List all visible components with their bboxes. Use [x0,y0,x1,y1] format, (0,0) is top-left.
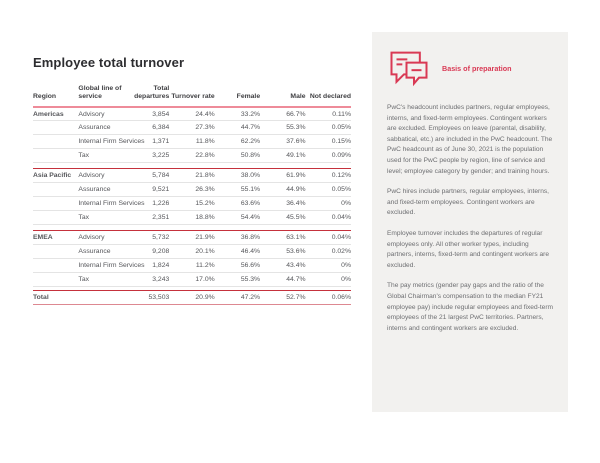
male-value: 43.4% [260,259,305,273]
table-row [33,211,351,225]
not-declared-value: 0.05% [306,121,351,135]
basis-paragraph: PwC hires include partners, regular employees, interns, and fixed-term employees. Contingent workers are excluded. [387,188,549,217]
table-row [33,273,351,287]
male-value: 37.6% [260,135,305,149]
region-label [33,245,78,259]
not-declared-value: 0.11% [306,107,351,121]
column-header-region: Region [33,85,78,107]
turnover-rate-value: 21.9% [169,231,214,245]
header-row [33,85,351,107]
female-value: 54.4% [215,211,260,225]
male-value: 49.1% [260,149,305,163]
service-label: Tax [78,149,123,163]
service-label [78,291,123,305]
table-row [33,121,351,135]
speech-bubbles-icon [389,50,429,87]
male-value: 36.4% [260,197,305,211]
page-title: Employee total turnover [33,55,185,70]
table-row [33,169,351,183]
region-label [33,183,78,197]
basis-paragraph: Employee turnover includes the departures of regular employees only. All other worker types, including partners, interns, fixed-term and contingent workers are excluded. [387,229,549,269]
not-declared-value: 0.09% [306,149,351,163]
total-female-value: 47.2% [215,291,260,305]
female-value: 33.2% [215,107,260,121]
employee-turnover-table [33,85,351,305]
turnover-rate-value: 17.0% [169,273,214,287]
female-value: 63.6% [215,197,260,211]
female-value: 62.2% [215,135,260,149]
male-value: 44.9% [260,183,305,197]
not-declared-value: 0.12% [306,169,351,183]
total-departures-value: 3,854 [124,107,169,121]
total-row [33,291,351,305]
region-label: Asia Pacific [33,169,78,183]
turnover-rate-value: 21.8% [169,169,214,183]
main-content [33,55,351,305]
female-value: 44.7% [215,121,260,135]
service-label: Tax [78,273,123,287]
not-declared-value: 0.15% [306,135,351,149]
female-value: 36.8% [215,231,260,245]
turnover-rate-value: 11.2% [169,259,214,273]
total-departures-value: 1,824 [124,259,169,273]
region-label [33,211,78,225]
total-departures-value: 9,208 [124,245,169,259]
total-departures-value: 9,521 [124,183,169,197]
basis-of-preparation-panel [372,32,568,412]
not-declared-value: 0.04% [306,211,351,225]
panel-header [387,50,554,87]
not-declared-value: 0% [306,259,351,273]
total-label: Total [33,291,78,305]
male-value: 66.7% [260,107,305,121]
total-departures-value: 1,371 [124,135,169,149]
female-value: 56.6% [215,259,260,273]
region-label [33,121,78,135]
turnover-rate-value: 20.1% [169,245,214,259]
total-male-value: 52.7% [260,291,305,305]
total-not-declared-value: 0.06% [306,291,351,305]
service-label: Internal Firm Services [78,259,123,273]
region-label [33,135,78,149]
turnover-rate-value: 27.3% [169,121,214,135]
male-value: 63.1% [260,231,305,245]
table-row [33,197,351,211]
not-declared-value: 0% [306,273,351,287]
service-label: Assurance [78,121,123,135]
table-row [33,135,351,149]
table-row [33,245,351,259]
total-departures-value: 5,732 [124,231,169,245]
column-header-male: Male [260,85,305,107]
column-header-global-line-of-service: Global line of service [78,85,123,107]
turnover-rate-value: 24.4% [169,107,214,121]
service-label: Assurance [78,245,123,259]
total-departures-value: 6,384 [124,121,169,135]
turnover-rate-value: 26.3% [169,183,214,197]
turnover-rate-value: 22.8% [169,149,214,163]
male-value: 55.3% [260,121,305,135]
region-label [33,149,78,163]
not-declared-value: 0% [306,197,351,211]
female-value: 55.3% [215,273,260,287]
total-departures-value: 3,225 [124,149,169,163]
column-header-not-declared: Not declared [306,85,351,107]
total-departures-value: 1,226 [124,197,169,211]
service-label: Advisory [78,231,123,245]
female-value: 55.1% [215,183,260,197]
table-row [33,149,351,163]
column-header-female: Female [215,85,260,107]
service-label: Advisory [78,169,123,183]
panel-title: Basis of preparation [442,64,512,73]
table-row [33,231,351,245]
basis-paragraph: PwC's headcount includes partners, regular employees, interns, and fixed-term employees. Contingent workers are excluded. Employees on leave (parental, disability, sabbatical, etc.) are included in the PwC headcount. The PwC headcount as of June 30, 2021 is the population used for the PwC people by region, line of service and level; employee category by gender; and training hours. [387,104,553,175]
turnover-rate-value: 11.8% [169,135,214,149]
column-header-turnover-rate: Turnover rate [169,85,214,107]
table-row [33,107,351,121]
region-label: Americas [33,107,78,121]
table-header [33,85,351,107]
total-total-departures-value: 53,503 [124,291,169,305]
total-departures-value: 3,243 [124,273,169,287]
table-row [33,183,351,197]
not-declared-value: 0.05% [306,183,351,197]
service-label: Internal Firm Services [78,197,123,211]
female-value: 46.4% [215,245,260,259]
total-departures-value: 5,784 [124,169,169,183]
region-label: EMEA [33,231,78,245]
male-value: 53.6% [260,245,305,259]
male-value: 61.9% [260,169,305,183]
column-header-total-departures: Total departures [124,85,169,107]
not-declared-value: 0.02% [306,245,351,259]
female-value: 38.0% [215,169,260,183]
total-departures-value: 2,351 [124,211,169,225]
region-label [33,273,78,287]
table-body [33,107,351,305]
basis-paragraph: The pay metrics (gender pay gaps and the ratio of the Global Chairman's compensation to the median FY21 employee pay) include regular employees and fixed-term employees of the 21 largest PwC territories. Partners, interns and contingent workers are excluded. [387,282,554,332]
region-label [33,197,78,211]
table-row [33,259,351,273]
region-label [33,259,78,273]
turnover-rate-value: 15.2% [169,197,214,211]
male-value: 45.5% [260,211,305,225]
female-value: 50.8% [215,149,260,163]
male-value: 44.7% [260,273,305,287]
total-turnover-rate-value: 20.9% [169,291,214,305]
not-declared-value: 0.04% [306,231,351,245]
service-label: Internal Firm Services [78,135,123,149]
service-label: Advisory [78,107,123,121]
panel-body [387,103,554,334]
turnover-rate-value: 18.8% [169,211,214,225]
service-label: Tax [78,211,123,225]
service-label: Assurance [78,183,123,197]
